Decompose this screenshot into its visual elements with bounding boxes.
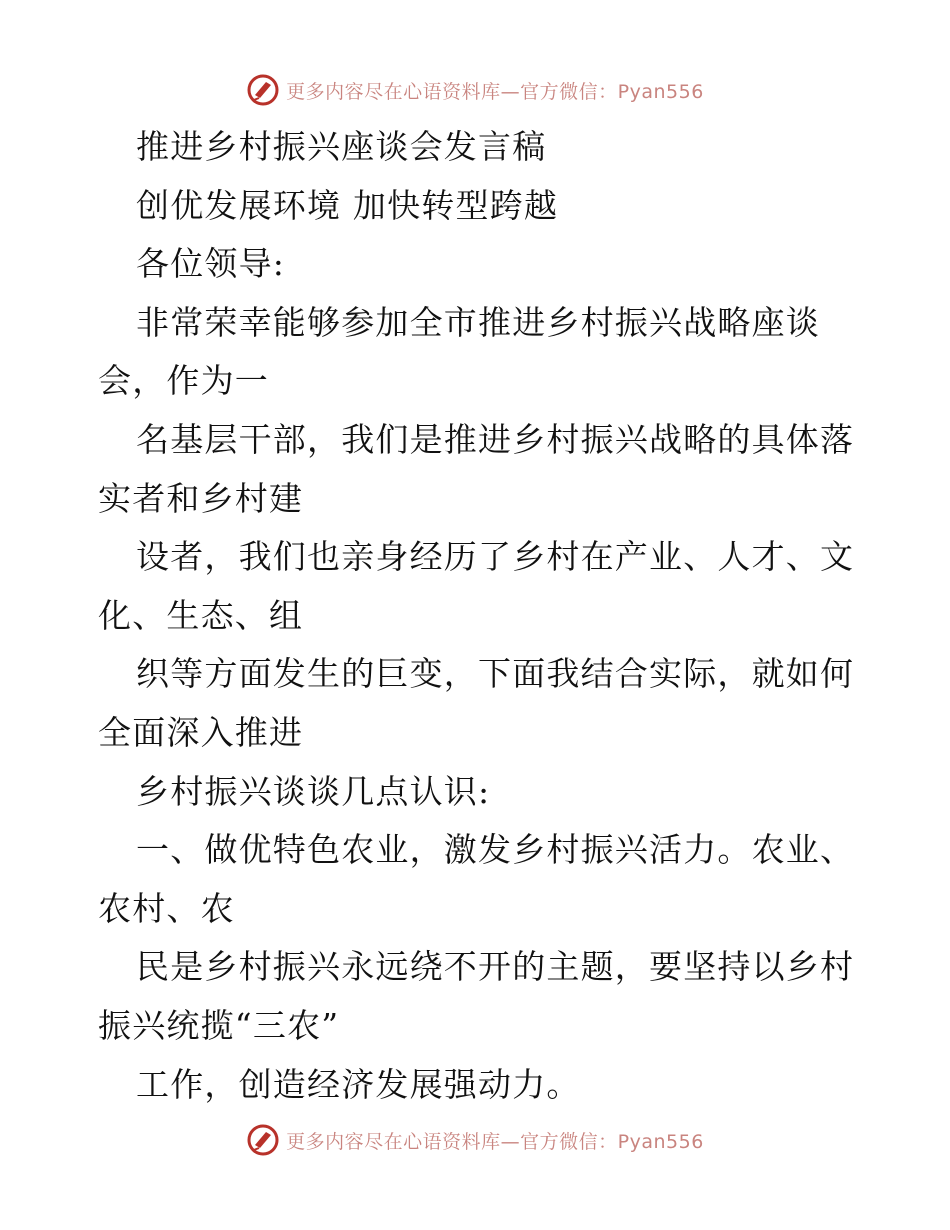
footer-watermark-banner <box>0 1120 950 1160</box>
footer-watermark-text: 更多内容尽在心语资料库—官方微信：Pyan556 <box>286 1130 704 1153</box>
document-subtitle: 创优发展环境 加快转型跨越 <box>136 185 559 225</box>
watermark-seal-logo-icon <box>246 73 280 107</box>
document-title: 推进乡村振兴座谈会发言稿 <box>136 127 547 166</box>
paragraph-line: 农村、农 <box>98 888 235 928</box>
paragraph-line: 名基层干部，我们是推进乡村振兴战略的具体落 <box>136 419 855 459</box>
paragraph-line: 实者和乡村建 <box>98 478 304 518</box>
section-heading-line: 一、做优特色农业，激发乡村振兴活力。农业、 <box>136 830 855 870</box>
salutation-line: 各位领导: <box>136 244 286 284</box>
header-watermark-banner <box>0 70 950 110</box>
paragraph-line: 工作，创造经济发展强动力。 <box>136 1064 581 1104</box>
document-body <box>98 118 858 1114</box>
paragraph-line: 设者，我们也亲身经历了乡村在产业、人才、文 <box>136 537 855 577</box>
paragraph-line: 乡村振兴谈谈几点认识: <box>136 771 491 811</box>
paragraph-line: 会，作为一 <box>98 361 269 401</box>
paragraph-line: 民是乡村振兴永远绕不开的主题，要坚持以乡村 <box>136 947 855 987</box>
paragraph-line: 非常荣幸能够参加全市推进乡村振兴战略座谈 <box>136 302 820 342</box>
paragraph-line: 全面深入推进 <box>98 712 304 752</box>
header-watermark-text: 更多内容尽在心语资料库—官方微信：Pyan556 <box>286 80 704 103</box>
paragraph-line: 振兴统揽“三农” <box>98 1005 340 1045</box>
watermark-seal-logo-icon <box>246 1123 280 1157</box>
paragraph-line: 织等方面发生的巨变，下面我结合实际，就如何 <box>136 654 855 694</box>
paragraph-line: 化、生态、组 <box>98 595 304 635</box>
